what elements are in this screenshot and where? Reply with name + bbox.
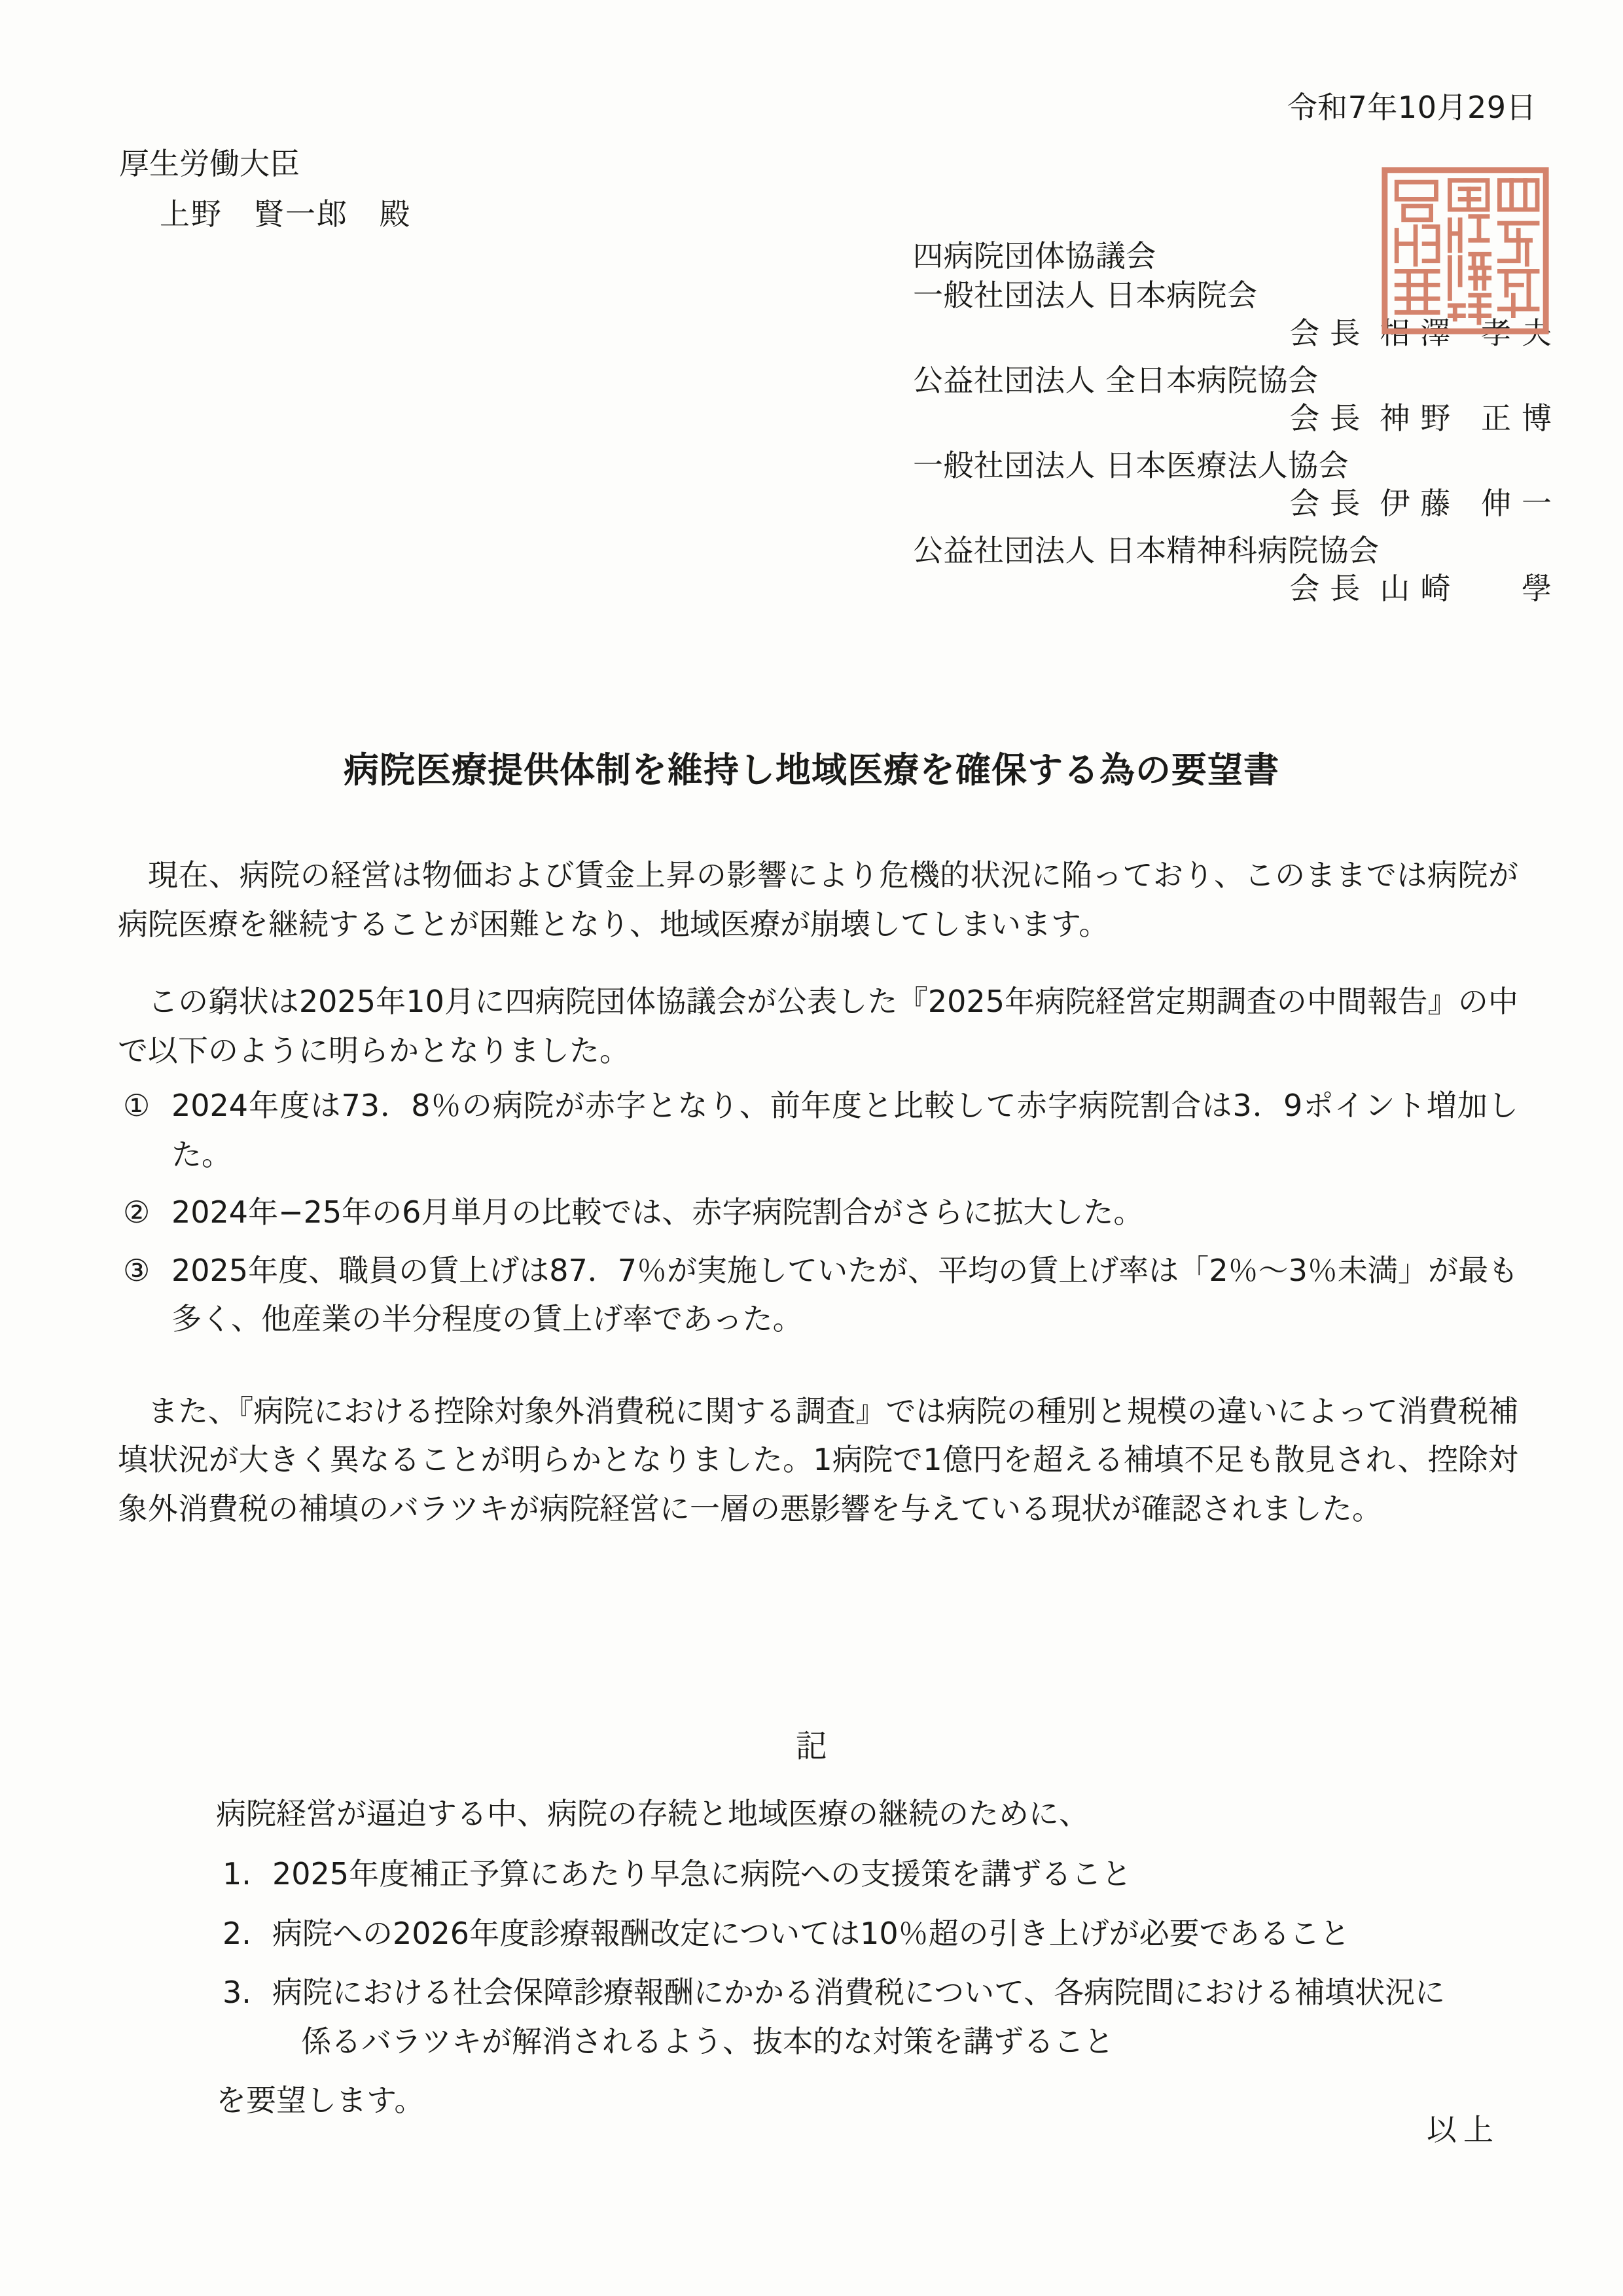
request-text-3-continuation: 係るバラツキが解消されるよう、抜本的な対策を講ずること: [301, 2023, 1114, 2059]
paragraph-current-situation: 現在、病院の経営は物価および賃金上昇の影響により危機的状況に陥っており、このままでは病院が病院医療を継続することが困難となり、地域医療が崩壊してしまいます。: [118, 857, 1518, 942]
signatory-person-4: 山崎 學: [1380, 571, 1562, 606]
signatory-role-3: 会長: [1289, 486, 1371, 521]
addressee-name: 上野 賢一郎 殿: [160, 196, 411, 232]
ki-lead-text: 病院経営が逼迫する中、病院の存続と地域医療の継続のために、: [216, 1795, 1089, 1831]
addressee-block: [119, 139, 411, 240]
request-marker-2: 2.: [223, 1915, 251, 1951]
finding-marker-3: ③: [123, 1252, 151, 1288]
finding-text-3: 2025年度、職員の賃上げは87．7％が実施していたが、平均の賃上げ率は「2％〜3％未満」が最も多く、他産業の半分程度の賃上げ率であった。: [171, 1252, 1518, 1337]
signatory-role-2: 会長: [1289, 401, 1371, 436]
finding-marker-2: ②: [123, 1194, 151, 1230]
addressee-title: 厚生労働大臣: [119, 146, 300, 181]
request-text-2: 病院への2026年度診療報酬改定については10％超の引き上げが必要であること: [272, 1915, 1350, 1951]
signatory-org-1: 一般社団法人 日本病院会: [913, 278, 1258, 313]
request-marker-3: 3.: [223, 1975, 251, 2011]
finding-text-2: 2024年−25年の6月単月の比較では、赤字病院割合がさらに拡大した。: [171, 1194, 1144, 1230]
signatory-person-2: 神野 正博: [1380, 401, 1562, 436]
list-item: [118, 1246, 1518, 1344]
paragraph-consumption-tax: また、『病院における控除対象外消費税に関する調査』では病院の種別と規模の違いによって消費税補填状況が大きく異なることが明らかとなりました。1病院で1億円を超える補填不足も散見され、控除対象外消費税の補填のバラツキが病院経営に一層の悪影響を与えている現状が確認されました。: [118, 1393, 1518, 1526]
page-title: 病院医療提供体制を維持し地域医療を確保する為の要望書: [344, 749, 1279, 791]
document-date: 令和7年10月29日: [1287, 90, 1537, 125]
finding-text-1: 2024年度は73．8％の病院が赤字となり、前年度と比較して赤字病院割合は3．9ポイント増加した。: [171, 1088, 1518, 1172]
ki-closing-text: を要望します。: [216, 2083, 425, 2119]
request-text-3: 病院における社会保障診療報酬にかかる消費税について、各病院間における補填状況に: [272, 1975, 1446, 2011]
signatory-org-4: 公益社団法人 日本精神科病院協会: [913, 533, 1380, 568]
paragraph-survey-intro: この窮状は2025年10月に四病院団体協議会が公表した『2025年病院経営定期調査の中間報告』の中で以下のように明らかとなりました。: [118, 984, 1518, 1068]
signatory-name-2: [913, 401, 1567, 436]
survey-findings-list: [118, 1081, 1518, 1344]
signatory-person-1: 相澤 孝夫: [1380, 315, 1562, 351]
finding-marker-1: ①: [123, 1088, 151, 1124]
list-item: [118, 1188, 1518, 1237]
list-item: [216, 1909, 1518, 1958]
signatory-role-1: 会長: [1289, 315, 1371, 351]
ki-section: [0, 1721, 1623, 2125]
document-body: [118, 851, 1518, 1562]
list-item: [118, 1081, 1518, 1179]
signatory-name-4: [913, 571, 1567, 606]
list-item: [216, 1850, 1518, 1899]
ki-mark: 記: [795, 1728, 827, 1765]
signatory-person-3: 伊藤 伸一: [1380, 486, 1562, 521]
document-closing: 以上: [1427, 2112, 1500, 2147]
signatory-name-3: [913, 486, 1567, 521]
signatory-org-3: 一般社団法人 日本医療法人協会: [913, 448, 1349, 483]
request-text-1: 2025年度補正予算にあたり早急に病院への支援策を講ずること: [272, 1856, 1132, 1892]
official-seal-icon: [1380, 160, 1551, 342]
signatory-group-name: 四病院団体協議会: [913, 238, 1156, 274]
signatory-role-4: 会長: [1289, 571, 1371, 606]
request-marker-1: 1.: [223, 1856, 251, 1892]
requests-list: [216, 1850, 1518, 2066]
signatory-org-2: 公益社団法人 全日本病院協会: [913, 363, 1319, 398]
list-item: [216, 1968, 1518, 2066]
